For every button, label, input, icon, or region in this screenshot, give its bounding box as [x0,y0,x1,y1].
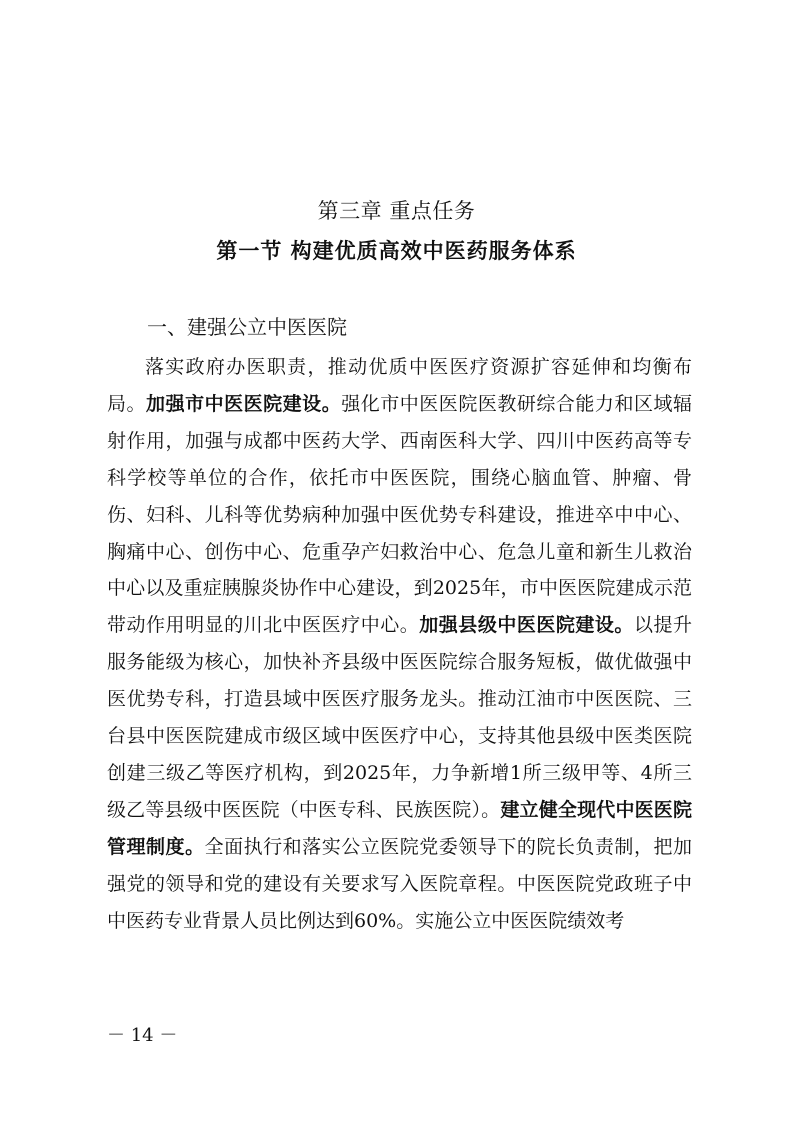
section-title: 第一节 构建优质高效中医药服务体系 [216,238,577,263]
chapter-title: 第三章 重点任务 [317,199,476,223]
body-text-3: 以提升服务能级为核心，加快补齐县级中医医院综合服务短板，做优做强中医优势专科，打造县域中医医疗服务龙头。推动江油市中医医院、三台县中医医院建成市级区域中医医疗中心，支持其他县级中医类医院创建三级乙等医疗机构，到2025年，力争新增1所三级甲等、4所三级乙等县级中医医院（中医专科、民族医院）。 [107,614,692,821]
body-text-4: 全面执行和落实公立医院党委领导下的院长负责制，把加强党的领导和党的建设有关要求写入医院章程。中医医院党政班子中中医药专业背景人员比例达到60%。实施公立中医医院绩效考 [107,835,692,932]
keyword-county-hospital: 加强县级中医医院建设。 [419,614,634,637]
subheading: 一、建强公立中医医院 [147,315,347,339]
body-text-2: 强化市中医医院医教研综合能力和区域辐射作用，加强与成都中医药大学、西南医科大学、四川中医药高等专科学校等单位的合作，依托市中医医院，围绕心脑血管、肿瘤、骨伤、妇科、儿科等优势病种加强中医优势专科建设，推进卒中中心、胸痛中心、创伤中心、危重孕产妇救治中心、危急儿童和新生儿救治中心以及重症胰腺炎协作中心建设，到2025年，市中医医院建成示范带动作用明显的川北中医医疗中心。 [107,392,692,637]
page-number: － 14 － [107,1025,178,1046]
body-paragraph [107,349,692,940]
keyword-city-hospital: 加强市中医医院建设。 [146,392,342,415]
body-text-1: 落实政府办医职责，推动优质中医医疗资源扩容延伸和均衡布局。 [107,356,692,415]
keyword-management-system: 建立健全现代中医医院管理制度。 [107,798,692,858]
